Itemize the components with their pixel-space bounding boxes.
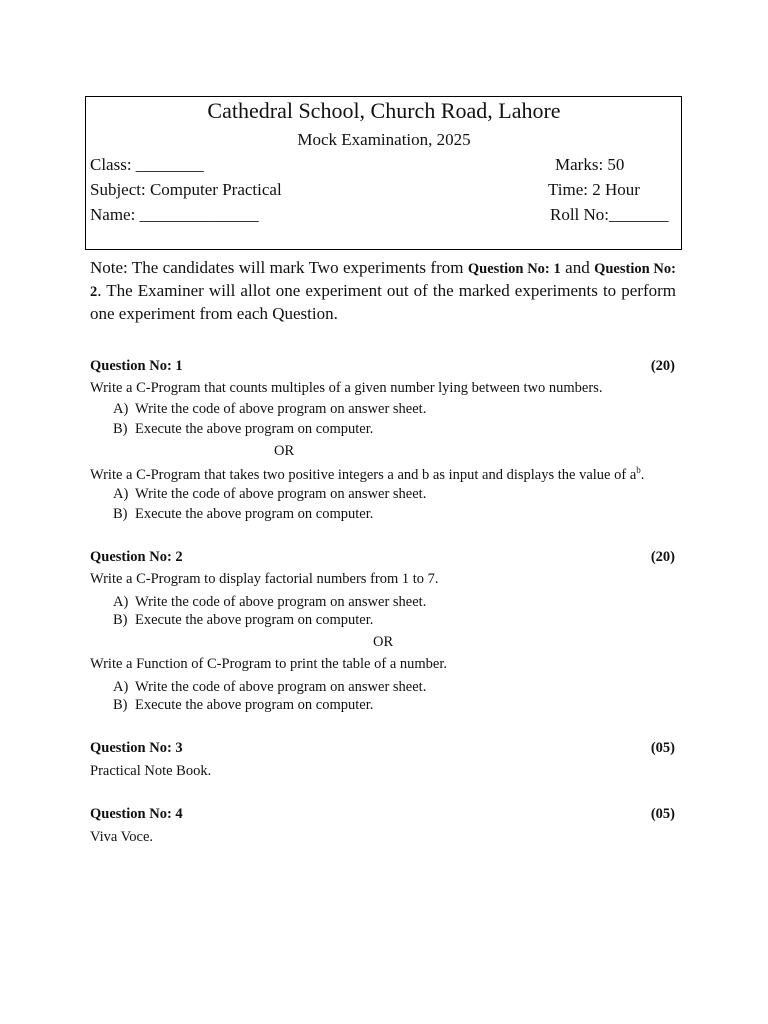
option-item xyxy=(113,506,373,523)
option-text: Execute the above program on computer. xyxy=(135,697,374,713)
option-letter: A) xyxy=(113,594,129,610)
marks-field: Marks: 50 xyxy=(555,155,625,174)
note-text: and xyxy=(560,258,595,277)
option-text: Execute the above program on computer. xyxy=(135,421,374,437)
question-text: Write a C-Program to display factorial numbers from 1 to 7. xyxy=(90,571,439,587)
or-separator: OR xyxy=(373,634,394,650)
option-item xyxy=(113,594,426,611)
question-heading: Question No: 3 xyxy=(90,740,183,756)
name-field: Name: ______________ xyxy=(90,205,259,224)
option-letter: A) xyxy=(113,401,129,417)
time-field: Time: 2 Hour xyxy=(548,180,640,199)
note-text: Note: The candidates will mark Two experiments from xyxy=(90,258,468,277)
subject-field: Subject: Computer Practical xyxy=(90,180,282,199)
option-text: Write the code of above program on answer sheet. xyxy=(135,401,427,417)
option-item xyxy=(113,421,373,438)
option-letter: B) xyxy=(113,697,128,713)
class-field: Class: ________ xyxy=(90,155,204,174)
question-marks: (20) xyxy=(650,549,675,565)
option-item xyxy=(113,612,373,629)
question-heading: Question No: 4 xyxy=(90,806,183,822)
option-text: Execute the above program on computer. xyxy=(135,506,374,522)
note-question-ref: Question No: 2 xyxy=(90,261,676,300)
or-separator: OR xyxy=(274,443,295,459)
option-letter: A) xyxy=(113,679,129,695)
question-marks: (20) xyxy=(650,358,675,374)
note-text: . The Examiner will allot one experiment out of the marked experiments to perform one experiment from each Question. xyxy=(90,281,676,323)
option-letter: B) xyxy=(113,421,128,437)
candidate-note xyxy=(90,257,676,325)
option-text: Write the code of above program on answer sheet. xyxy=(135,486,427,502)
option-letter: B) xyxy=(113,506,128,522)
question-text xyxy=(90,465,644,484)
school-title: Cathedral School, Church Road, Lahore xyxy=(207,98,561,123)
option-text: Execute the above program on computer. xyxy=(135,612,374,628)
question-heading: Question No: 1 xyxy=(90,358,183,374)
option-item xyxy=(113,679,426,696)
question-text: Practical Note Book. xyxy=(90,763,212,779)
question-text-end: . xyxy=(640,467,645,483)
question-text-main: Write a C-Program that takes two positive integers a and b as input and displays the value of a xyxy=(90,467,637,483)
question-marks: (05) xyxy=(650,806,675,822)
question-text: Viva Voce. xyxy=(90,829,154,845)
exam-title: Mock Examination, 2025 xyxy=(297,130,471,149)
option-item xyxy=(113,486,426,503)
superscript: b xyxy=(636,465,641,475)
question-text: Write a Function of C-Program to print the table of a number. xyxy=(90,656,447,672)
rollno-field: Roll No:_______ xyxy=(550,205,669,224)
option-item xyxy=(113,401,426,418)
option-item xyxy=(113,697,373,714)
option-text: Write the code of above program on answer sheet. xyxy=(135,594,427,610)
question-marks: (05) xyxy=(650,740,675,756)
option-letter: A) xyxy=(113,486,129,502)
question-text: Write a C-Program that counts multiples of a given number lying between two numbers. xyxy=(90,380,603,396)
option-letter: B) xyxy=(113,612,128,628)
note-question-ref: Question No: 1 xyxy=(467,261,561,277)
question-heading: Question No: 2 xyxy=(90,549,183,565)
option-text: Write the code of above program on answer sheet. xyxy=(135,679,427,695)
